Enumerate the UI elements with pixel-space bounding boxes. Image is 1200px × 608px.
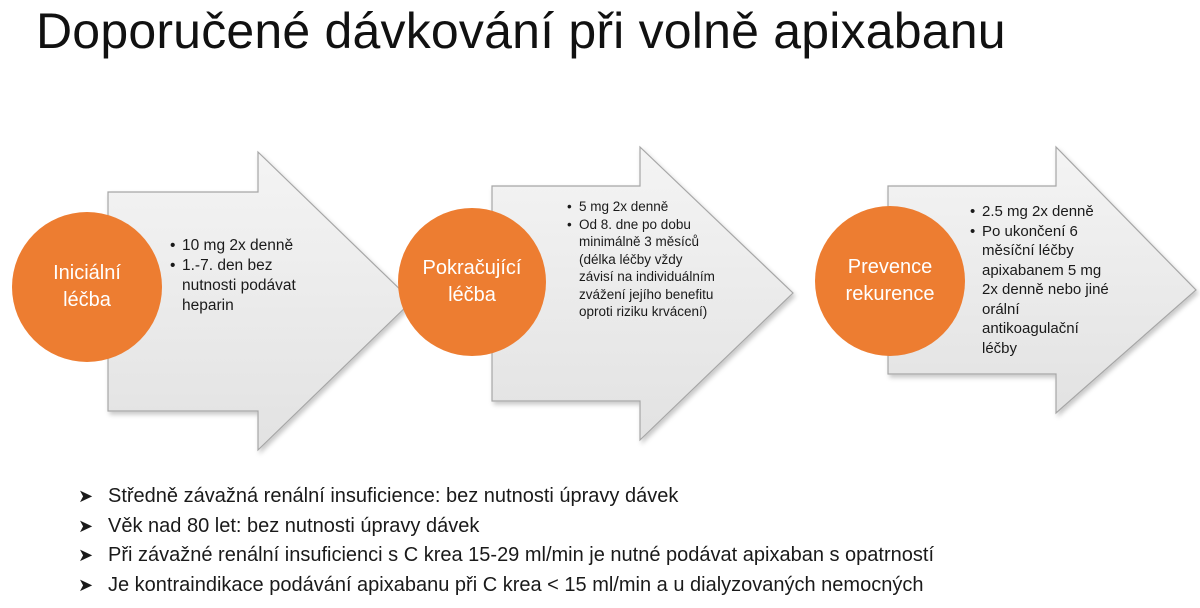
stage-circle-prevention xyxy=(815,206,965,356)
stage-label-line2: léčba xyxy=(63,289,111,311)
notes-list xyxy=(78,482,934,600)
list-item: • Po ukončení 6 měsíční léčby apixabanem 5 mg 2x denně nebo jiné orální antikoagulační léčby xyxy=(970,222,1110,359)
stage-circle-initial xyxy=(12,212,162,362)
arrowhead-bullet-icon: ➤ xyxy=(78,515,94,536)
arrowhead-bullet-icon: ➤ xyxy=(78,486,94,506)
slide-title: Doporučené dávkování při volně apixabanu xyxy=(36,3,1006,59)
list-item: • 2.5 mg 2x denně xyxy=(970,202,1110,222)
list-item: • 1.-7. den bez nutnosti podávat heparin xyxy=(170,256,312,316)
list-item: • 10 mg 2x denně xyxy=(170,236,312,256)
note-text: Je kontraindikace podávání apixabanu při C krea < 15 ml/min a u dialyzovaných nemocných xyxy=(108,573,924,596)
note-text: Věk nad 80 let: bez nutnosti úpravy dávek xyxy=(108,514,480,537)
stage-bullets-continuing xyxy=(567,198,717,321)
note-item xyxy=(78,541,934,571)
stage-label-line2: léčba xyxy=(448,284,496,306)
stage-bullets-prevention xyxy=(970,202,1110,358)
note-text: Při závažné renální insuficienci s C krea 15-29 ml/min je nutné podávat apixaban s opatrností xyxy=(108,544,935,566)
list-item: • Od 8. dne po dobu minimálně 3 měsíců (délka léčby vždy závisí na individuálním zvážení jejího benefitu oproti riziku krvácení) xyxy=(567,216,717,321)
stage-label-line1: Iniciální xyxy=(53,262,121,284)
note-item xyxy=(78,512,934,542)
stage-label-line1: Prevence xyxy=(847,256,933,278)
stage-bullets-initial xyxy=(170,236,312,316)
note-text: Středně závažná renální insuficience: bez nutnosti úpravy dávek xyxy=(108,485,679,507)
list-item: • 5 mg 2x denně xyxy=(567,198,717,216)
arrowhead-bullet-icon: ➤ xyxy=(78,545,94,565)
stage-label-line2: rekurence xyxy=(845,283,935,305)
stage-label-line1: Pokračující xyxy=(422,257,522,279)
note-item xyxy=(78,571,934,601)
stage-circle-continuing xyxy=(398,208,546,356)
arrowhead-bullet-icon: ➤ xyxy=(78,574,94,595)
note-item xyxy=(78,482,934,512)
